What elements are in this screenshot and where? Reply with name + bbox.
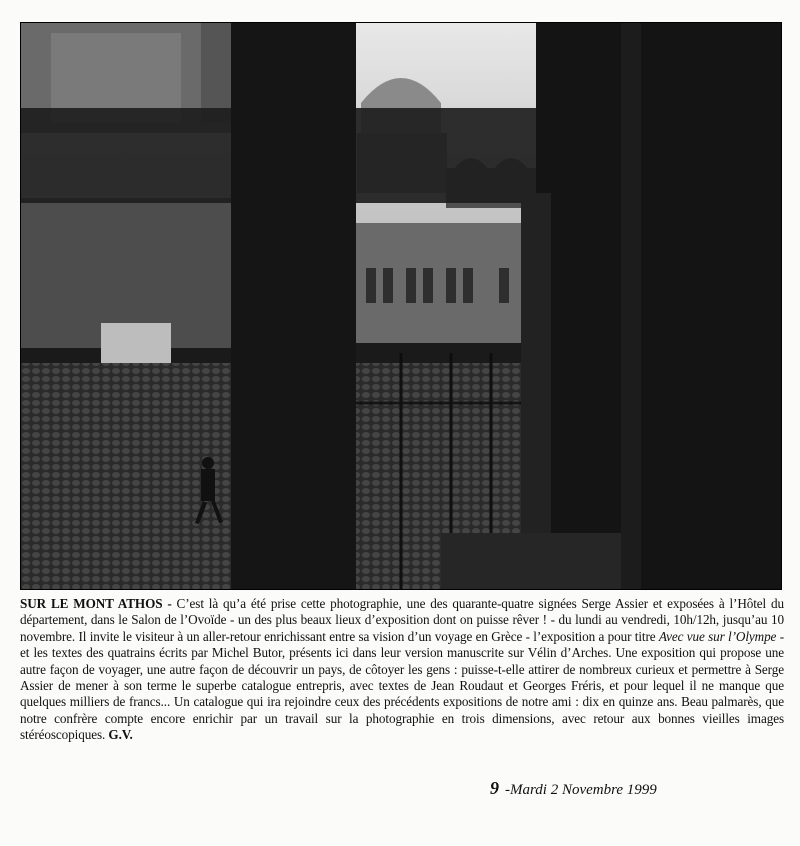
photo-caption <box>20 596 784 744</box>
author-signature: G.V. <box>108 727 133 743</box>
caption-text-part1: C’est là qu’a été prise cette photographie, une des quarante-quatre signées Serge Assier et exposées à l’Hôtel du département, dans le Salon de l’Ovoïde - un des plus beaux lieux d’exposition dont on puisse rêver ! - du lundi au vendredi, 10h/12h, jusqu’au 10 novembre. Il invite le visiteur à un aller-retour enrichissant entre sa vision d’un voyage en Grèce - l’exposition a pour titre <box>20 596 784 644</box>
article-photograph <box>20 22 782 590</box>
caption-heading: SUR LE MONT ATHOS - <box>20 596 172 611</box>
page-footer <box>490 778 750 799</box>
photo-illustration <box>21 23 781 589</box>
page-number: 9 <box>490 778 499 798</box>
caption-text-part2: - et les textes des quatrains écrits par Michel Butor, présents ici dans leur version manuscrite sur Vélin d’Arches. Une exposition qui propose une autre façon de voyager, une autre façon de découvrir un pays, de côtoyer les gens : puisse-t-elle attirer de nombreux curieux et permettre à Serge Assier de mener à son terme le superbe catalogue entrepris, avec textes de Jean Roudaut et Georges Fréris, et pour lequel il ne manque que quelques milliers de francs... Un catalogue qui ira rejoindre ceux des précédents expositions de notre ami : dix en quinze ans. Beau palmarès, que notre confrère compte encore enrichir par un travail sur la photographie en trois dimensions, avec retour aux bonnes vieilles images stéréoscopiques. <box>20 628 784 743</box>
exhibition-title: Avec vue sur l’Olympe <box>658 628 777 644</box>
publication-date: -Mardi 2 Novembre 1999 <box>505 782 657 798</box>
